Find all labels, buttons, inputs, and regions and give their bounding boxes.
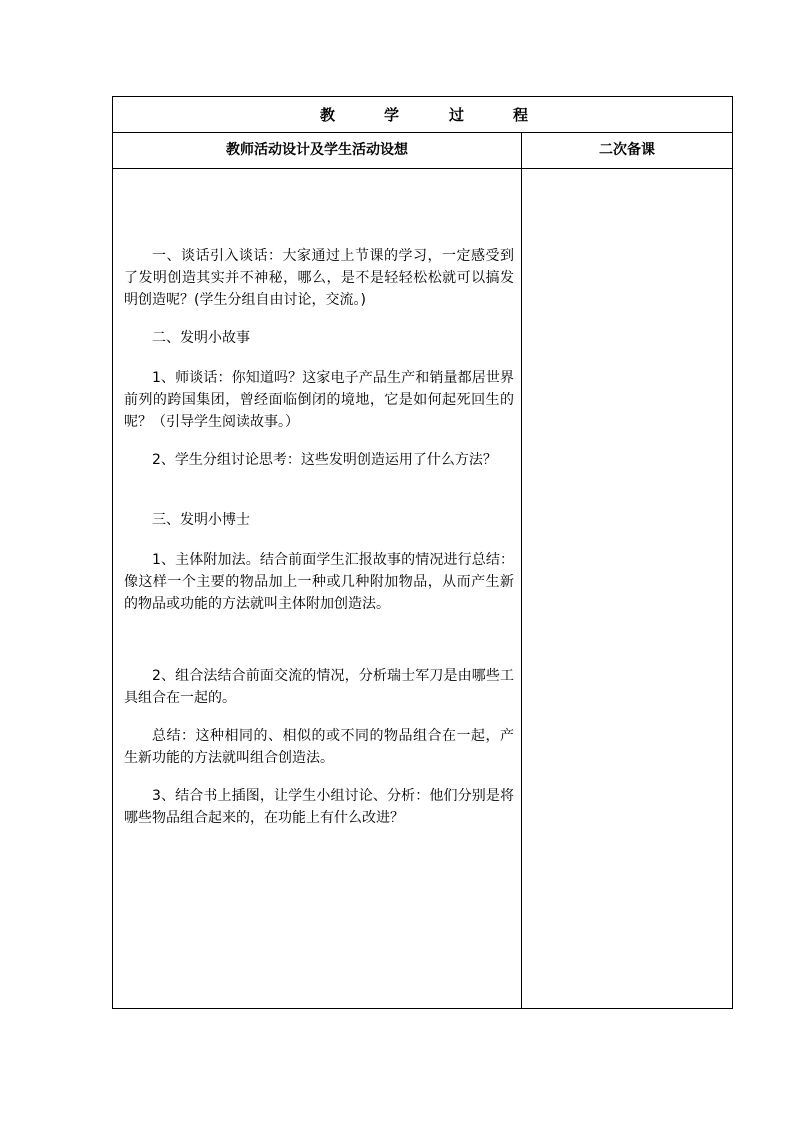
paragraph-intro: 一、谈话引入谈话：大家通过上节课的学习，一定感受到了发明创造其实并不神秘，哪么，是不是轻轻松松就可以搞发明创造呢？(学生分组自由讨论，交流。) <box>124 248 514 308</box>
paragraph-section-2: 二、发明小故事 <box>152 330 250 346</box>
paragraph-section-3: 三、发明小博士 <box>152 512 250 528</box>
title-char: 教 <box>320 106 336 124</box>
column-header-second-preparation: 二次备课 <box>599 142 655 158</box>
paragraph-discussion: 2、学生分组讨论思考：这些发明创造运用了什么方法？ <box>152 452 497 468</box>
paragraph-summary: 总结：这种相同的、相似的或不同的物品组合在一起，产生新功能的方法就叫组合创造法。 <box>124 728 514 766</box>
teacher-activities-cell <box>113 169 521 1008</box>
title-char: 程 <box>513 106 529 124</box>
column-header-teacher-activities: 教师活动设计及学生活动设想 <box>226 142 408 158</box>
second-preparation-cell <box>522 169 732 1008</box>
title-char: 过 <box>449 106 465 124</box>
lesson-plan-table <box>112 96 733 1009</box>
title-char: 学 <box>384 106 400 124</box>
table-title-row <box>113 97 732 133</box>
table-header-row <box>113 133 732 169</box>
paragraph-illustration: 3、结合书上插图，让学生小组讨论、分析：他们分别是将哪些物品组合起来的，在功能上有什么改进？ <box>124 788 514 826</box>
paragraph-attach-method: 1、主体附加法。结合前面学生汇报故事的情况进行总结：像这样一个主要的物品加上一种或几种附加物品，从而产生新的物品或功能的方法就叫主体附加创造法。 <box>124 552 514 612</box>
paragraph-story: 1、师谈话：你知道吗？这家电子产品生产和销量都居世界前列的跨国集团，曾经面临倒闭的境地，它是如何起死回生的呢？（引导学生阅读故事。） <box>124 370 514 430</box>
paragraph-combine-method: 2、组合法结合前面交流的情况，分析瑞士军刀是由哪些工具组合在一起的。 <box>124 668 514 706</box>
